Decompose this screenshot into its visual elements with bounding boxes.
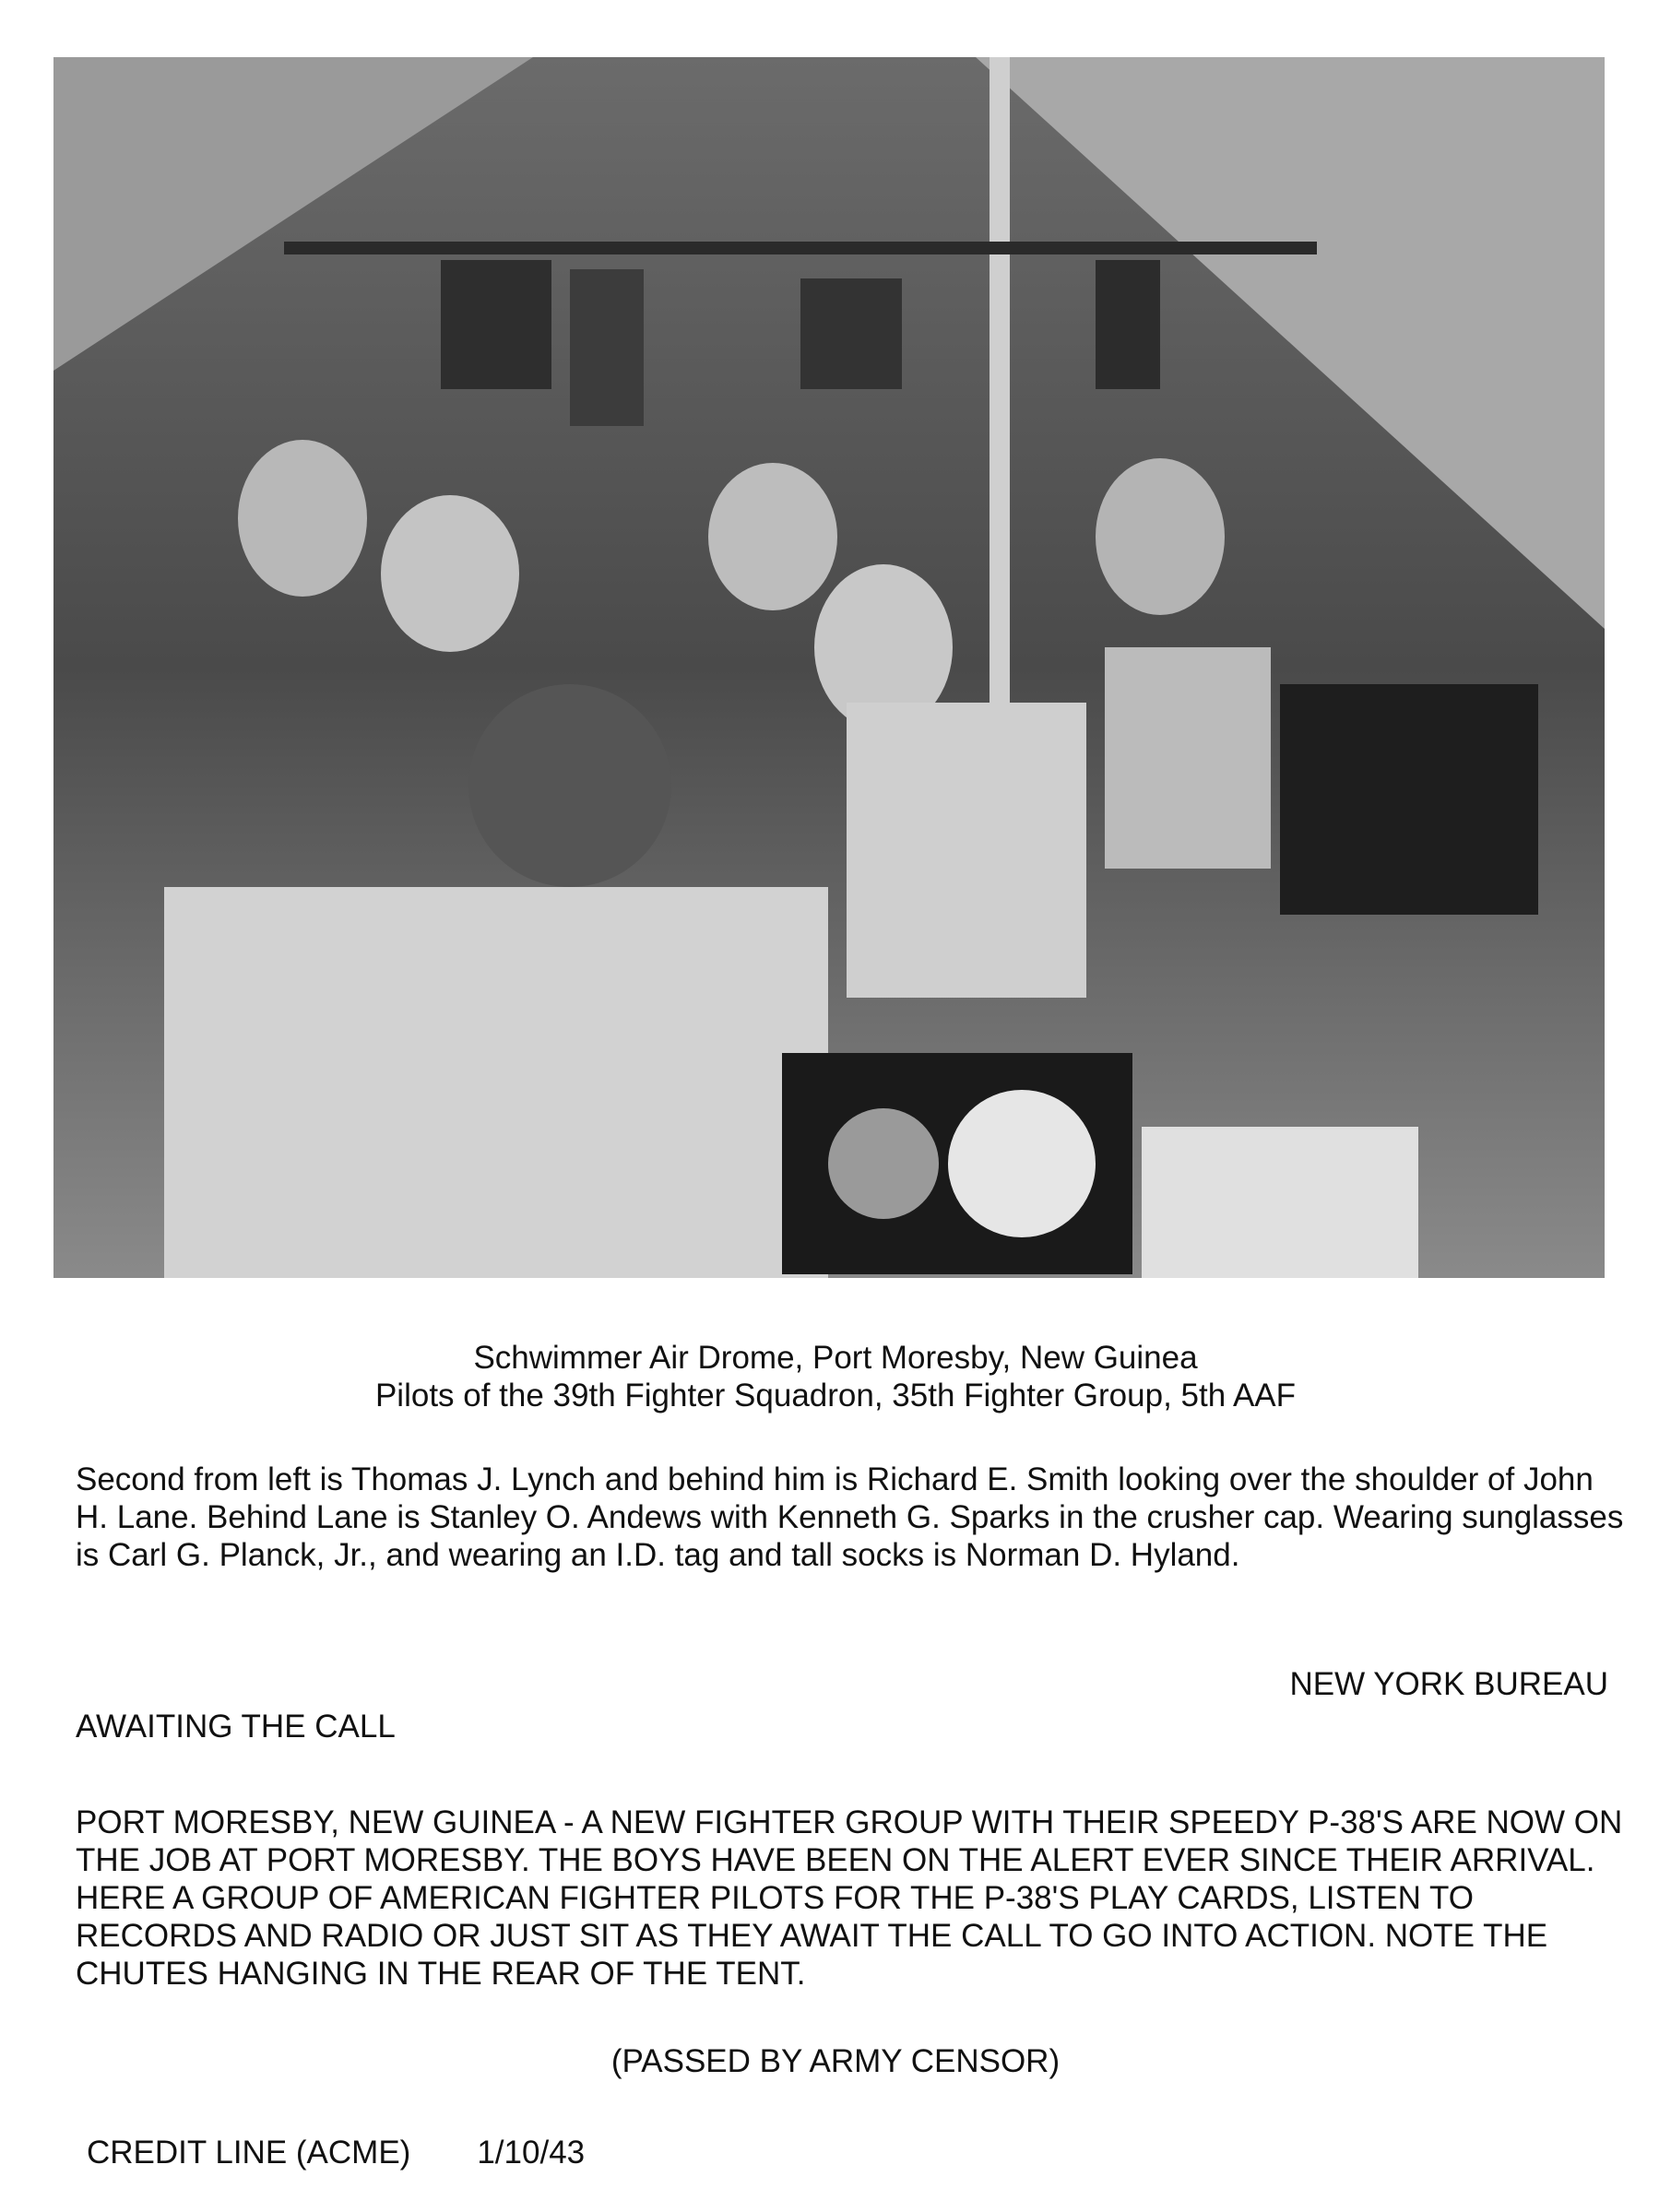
caption-location: Schwimmer Air Drome, Port Moresby, New Guinea	[473, 1340, 1198, 1376]
caption-unit: Pilots of the 39th Fighter Squadron, 35th Fighter Group, 5th AAF	[374, 1378, 1297, 1414]
censor-notice: (PASSED BY ARMY CENSOR)	[610, 2043, 1061, 2079]
credit-label: CREDIT LINE (ACME)	[87, 2135, 411, 2171]
bureau-label: NEW YORK BUREAU	[1289, 1666, 1608, 1702]
identification-paragraph: Second from left is Thomas J. Lynch and behind him is Richard E. Smith looking over the shoulder of John H. Lane. Behind Lane is Stanley O. Andews with Kenneth G. Sparks in the crusher cap. Wearing sunglasses is Carl G. Planck, Jr., and wearing an I.D. tag and tall socks is Norman D. Hyland.	[76, 1461, 1624, 1573]
credit-date: 1/10/43	[477, 2135, 586, 2171]
photo-caption	[0, 1339, 1671, 1414]
archival-photo	[53, 57, 1605, 1278]
photo-icon	[53, 57, 1605, 1278]
credit-line	[87, 2134, 585, 2171]
body-text: PORT MORESBY, NEW GUINEA - A NEW FIGHTER GROUP WITH THEIR SPEEDY P-38'S ARE NOW ON THE JOB AT PORT MORESBY. THE BOYS HAVE BEEN ON THE ALERT EVER SINCE THEIR ARRIVAL. HERE A GROUP OF AMERICAN FIGHTER PILOTS FOR THE P-38'S PLAY CARDS, LISTEN TO RECORDS AND RADIO OR JUST SIT AS THEY AWAIT THE CALL TO GO INTO ACTION. NOTE THE CHUTES HANGING IN THE REAR OF THE TENT.	[76, 1804, 1623, 1992]
headline: AWAITING THE CALL	[76, 1709, 396, 1745]
